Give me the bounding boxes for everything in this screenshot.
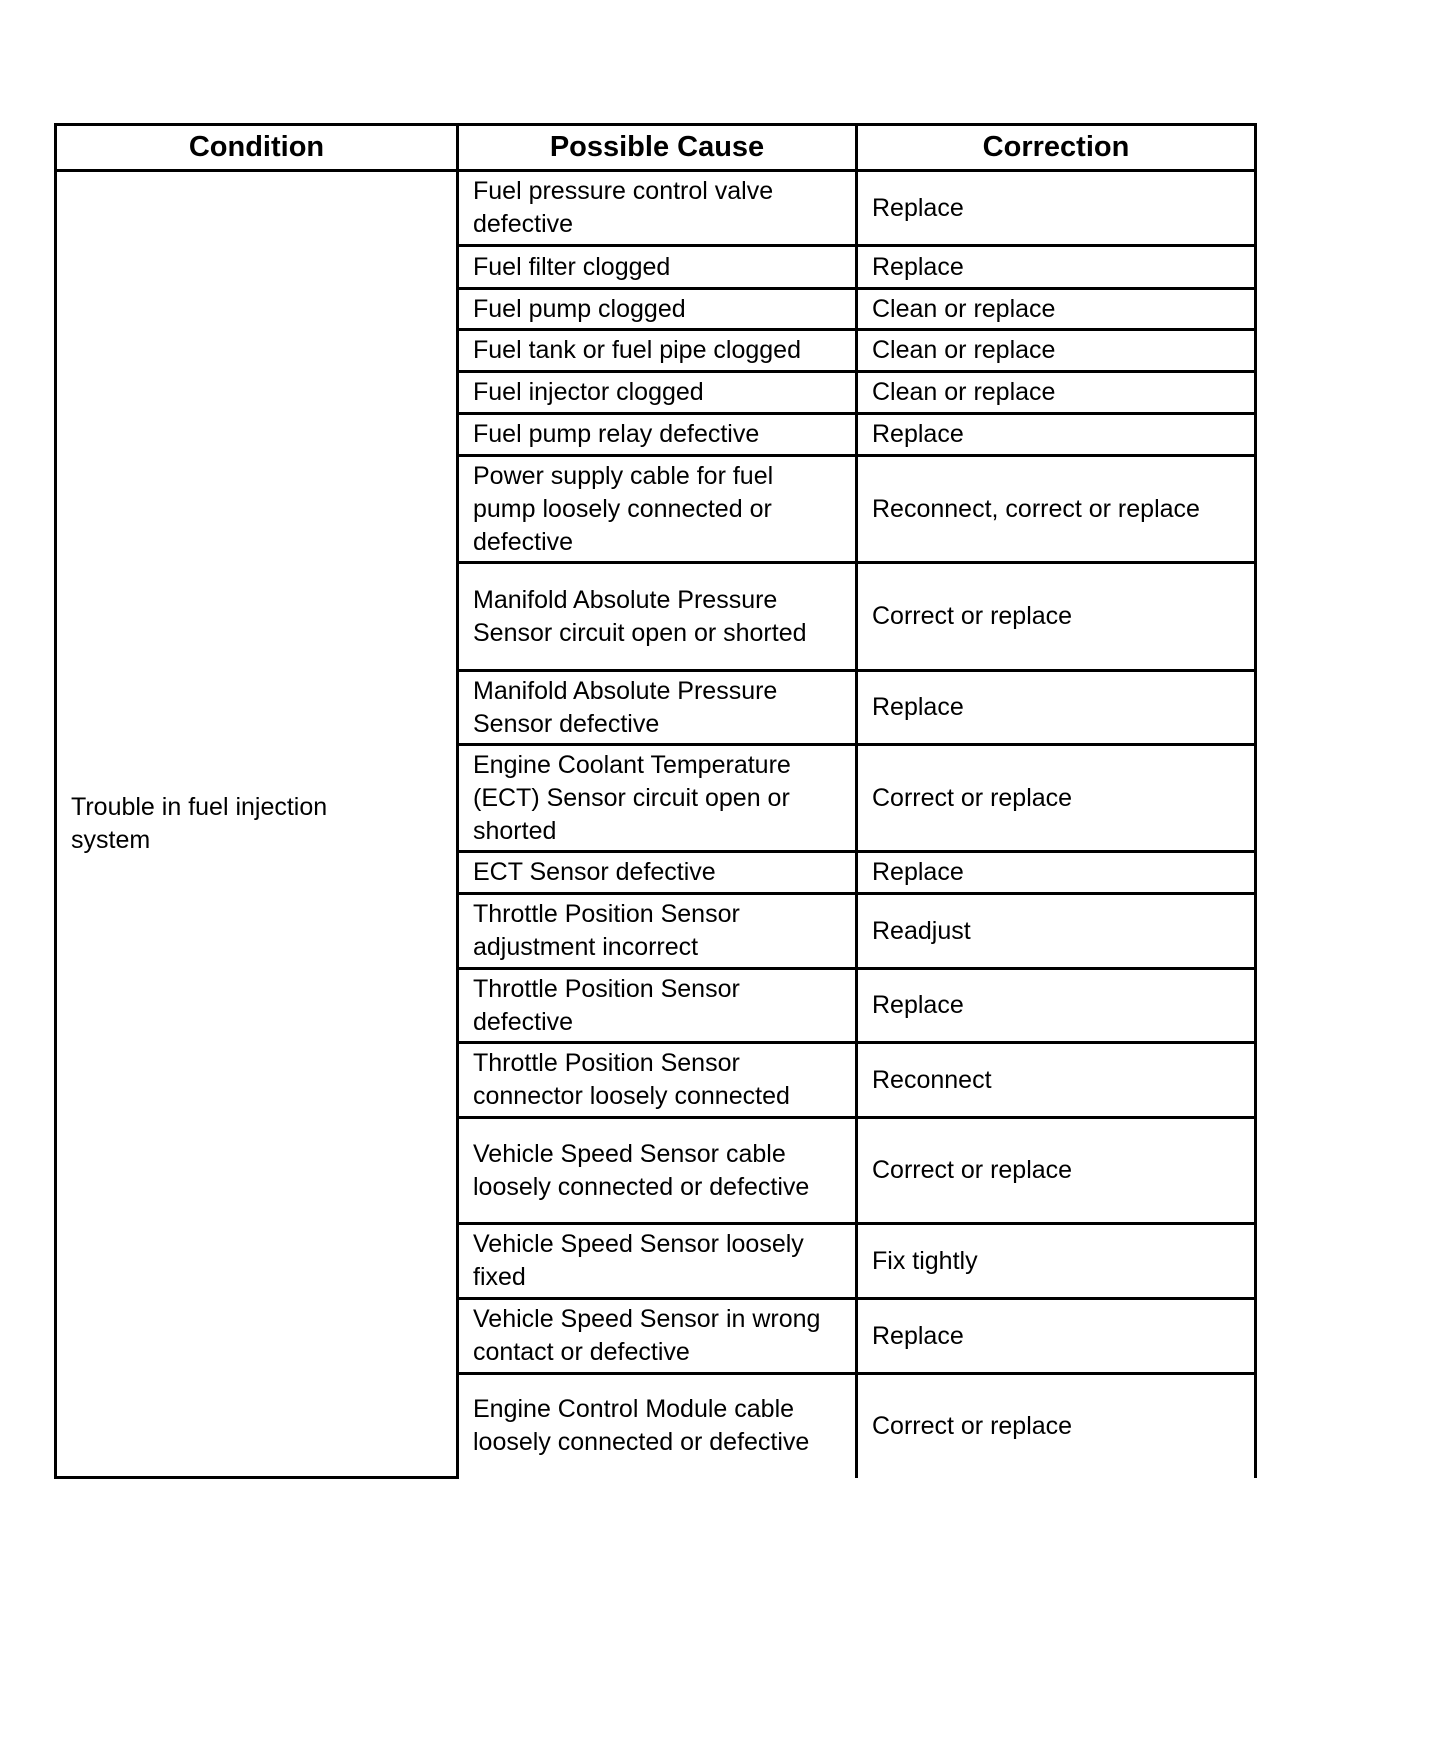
possible-cause-cell: Throttle Position Sensor defective bbox=[458, 969, 857, 1043]
correction-cell: Replace bbox=[857, 246, 1256, 289]
correction-cell: Clean or replace bbox=[857, 289, 1256, 330]
correction-cell: Readjust bbox=[857, 894, 1256, 969]
possible-cause-cell: Fuel pump clogged bbox=[458, 289, 857, 330]
possible-cause-cell: Engine Coolant Temperature (ECT) Sensor circuit open or shorted bbox=[458, 745, 857, 852]
possible-cause-cell: Fuel pump relay defective bbox=[458, 414, 857, 456]
troubleshooting-table bbox=[54, 123, 1257, 1479]
correction-cell: Correct or replace bbox=[857, 1118, 1256, 1224]
table-row bbox=[56, 171, 1256, 246]
correction-cell: Correct or replace bbox=[857, 563, 1256, 671]
header-row bbox=[56, 125, 1256, 171]
correction-cell: Replace bbox=[857, 414, 1256, 456]
header-correction: Correction bbox=[857, 125, 1256, 171]
correction-cell: Replace bbox=[857, 171, 1256, 246]
possible-cause-cell: Fuel injector clogged bbox=[458, 372, 857, 414]
possible-cause-cell: Fuel tank or fuel pipe clogged bbox=[458, 330, 857, 372]
possible-cause-cell: Vehicle Speed Sensor in wrong contact or defective bbox=[458, 1299, 857, 1374]
header-condition: Condition bbox=[56, 125, 458, 171]
possible-cause-cell: Throttle Position Sensor adjustment incorrect bbox=[458, 894, 857, 969]
correction-cell: Replace bbox=[857, 852, 1256, 894]
possible-cause-cell: Engine Control Module cable loosely connected or defective bbox=[458, 1374, 857, 1478]
correction-cell: Reconnect, correct or replace bbox=[857, 456, 1256, 563]
possible-cause-cell: Manifold Absolute Pressure Sensor defective bbox=[458, 671, 857, 745]
possible-cause-cell: Fuel filter clogged bbox=[458, 246, 857, 289]
correction-cell: Clean or replace bbox=[857, 330, 1256, 372]
possible-cause-cell: Vehicle Speed Sensor loosely fixed bbox=[458, 1224, 857, 1299]
possible-cause-cell: Power supply cable for fuel pump loosely connected or defective bbox=[458, 456, 857, 563]
correction-cell: Correct or replace bbox=[857, 1374, 1256, 1478]
correction-cell: Replace bbox=[857, 1299, 1256, 1374]
possible-cause-cell: Throttle Position Sensor connector loosely connected bbox=[458, 1043, 857, 1118]
possible-cause-cell: Vehicle Speed Sensor cable loosely connected or defective bbox=[458, 1118, 857, 1224]
condition-cell: Trouble in fuel injection system bbox=[56, 171, 458, 1478]
correction-cell: Correct or replace bbox=[857, 745, 1256, 852]
correction-cell: Fix tightly bbox=[857, 1224, 1256, 1299]
correction-cell: Reconnect bbox=[857, 1043, 1256, 1118]
possible-cause-cell: Manifold Absolute Pressure Sensor circuit open or shorted bbox=[458, 563, 857, 671]
possible-cause-cell: Fuel pressure control valve defective bbox=[458, 171, 857, 246]
possible-cause-cell: ECT Sensor defective bbox=[458, 852, 857, 894]
correction-cell: Replace bbox=[857, 969, 1256, 1043]
correction-cell: Replace bbox=[857, 671, 1256, 745]
correction-cell: Clean or replace bbox=[857, 372, 1256, 414]
header-possible-cause: Possible Cause bbox=[458, 125, 857, 171]
